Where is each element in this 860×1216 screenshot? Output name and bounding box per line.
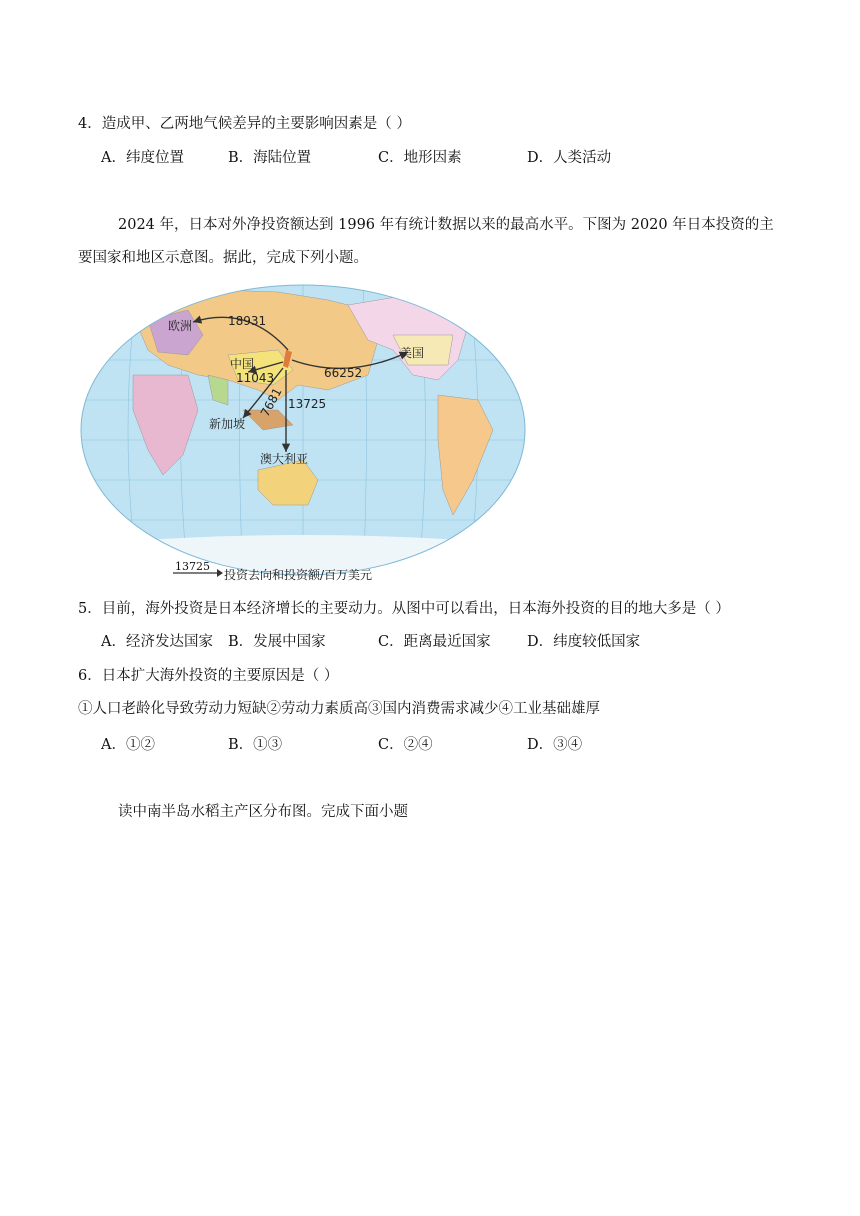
q6-option-b[interactable]: B．①③	[228, 737, 283, 753]
legend-text: 投资去向和投资额/百万美元	[224, 568, 373, 582]
q6-option-d[interactable]: D．③④	[527, 737, 583, 753]
q4-option-b[interactable]: B．海陆位置	[228, 150, 312, 166]
q6-option-a[interactable]: A．①②	[101, 737, 155, 753]
q4-option-d[interactable]: D．人类活动	[527, 150, 612, 166]
next-section-intro: 读中南半岛水稻主产区分布图。完成下面小题	[118, 804, 408, 820]
legend-value: 13725	[175, 560, 210, 573]
question-6-reasons: ①人口老龄化导致劳动力短缺②劳动力素质高③国内消费需求减少④工业基础雄厚	[78, 701, 600, 717]
question-4-stem: 4．造成甲、乙两地气候差异的主要影响因素是（ ）	[78, 116, 411, 132]
legend-arrow-icon	[173, 568, 225, 578]
question-5-stem: 5．目前，海外投资是日本经济增长的主要动力。从图中可以看出，日本海外投资的目的地大多是（ ）	[78, 601, 730, 617]
label-china: 中国	[230, 357, 255, 371]
map-svg	[78, 280, 528, 580]
q5-option-d[interactable]: D．纬度较低国家	[527, 634, 641, 650]
world-investment-map	[78, 280, 528, 580]
q4-option-c[interactable]: C．地形因素	[378, 150, 462, 166]
value-europe: 18931	[228, 314, 267, 328]
q5-option-c[interactable]: C．距离最近国家	[378, 634, 491, 650]
value-china: 11043	[236, 371, 275, 385]
q6-option-c[interactable]: C．②④	[378, 737, 433, 753]
q4-option-a[interactable]: A．纬度位置	[101, 150, 184, 166]
label-usa: 美国	[400, 346, 425, 360]
label-europe: 欧洲	[168, 319, 193, 333]
value-australia: 13725	[288, 397, 327, 411]
value-singapore: 7681	[257, 385, 285, 420]
q5-option-b[interactable]: B．发展中国家	[228, 634, 326, 650]
intro-line-2: 要国家和地区示意图。据此，完成下列小题。	[78, 250, 368, 266]
value-usa: 66252	[324, 366, 363, 380]
question-6-stem: 6．日本扩大海外投资的主要原因是（ ）	[78, 668, 339, 684]
intro-line-1: 2024 年，日本对外净投资额达到 1996 年有统计数据以来的最高水平。下图为 2020 年日本投资的主	[118, 217, 774, 233]
q5-option-a[interactable]: A．经济发达国家	[101, 634, 213, 650]
label-singapore: 新加坡	[209, 417, 246, 431]
label-australia: 澳大利亚	[260, 452, 309, 466]
